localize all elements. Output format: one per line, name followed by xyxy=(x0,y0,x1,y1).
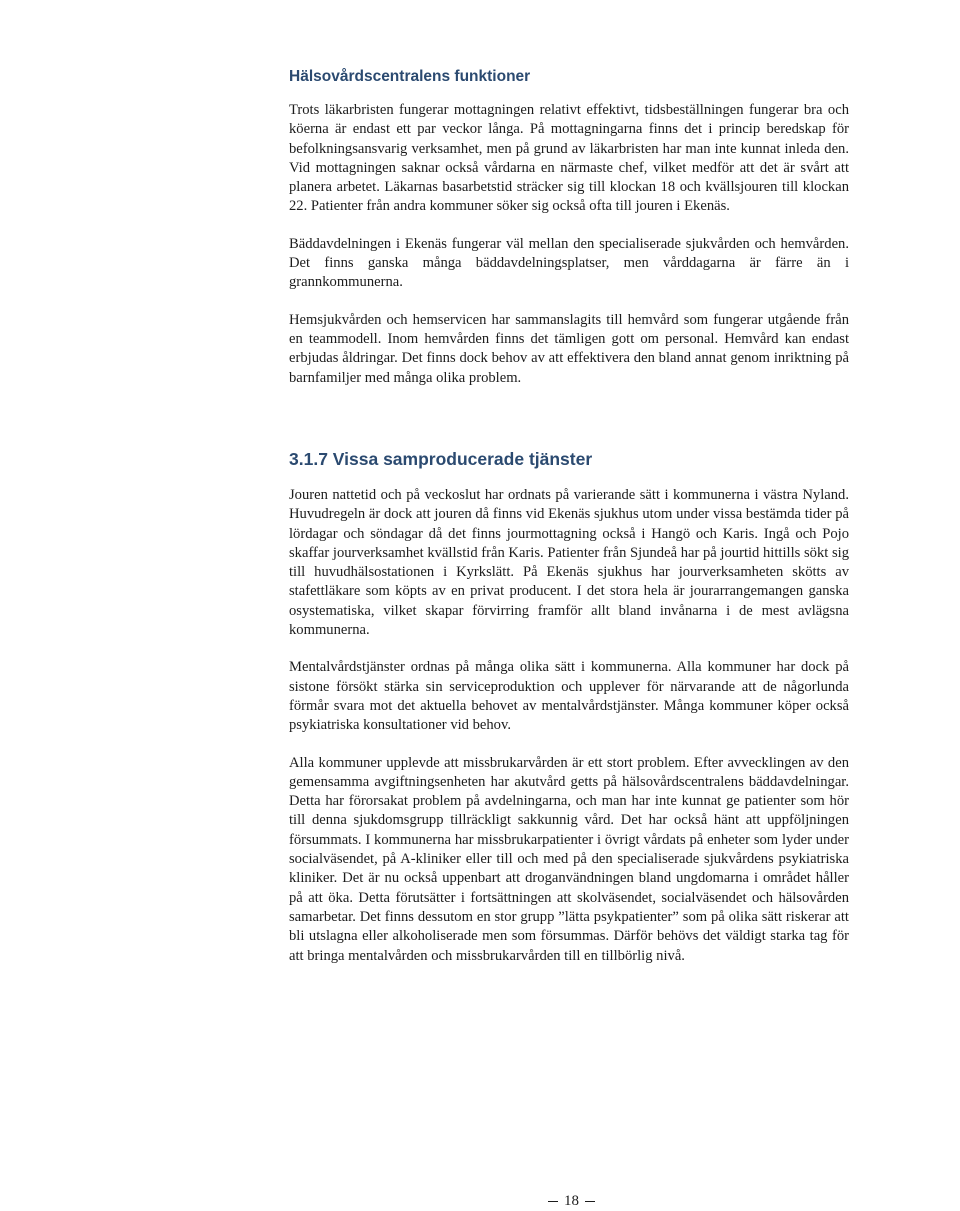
page-number: 18 xyxy=(564,1193,579,1209)
dash-left xyxy=(548,1201,558,1202)
dash-right xyxy=(585,1201,595,1202)
paragraph: Mentalvårdstjänster ordnas på många olika sätt i kommunerna. Alla kommuner har dock på sistone försökt stärka sin serviceproduktion och upplever för närvarande att de någorlunda förmår svara mot det aktuella behovet av mentalvårdstjänster. Många kommuner köper också psykiatriska konsultationer vid behov. xyxy=(289,659,849,734)
paragraph: Jouren nattetid och på veckoslut har ordnats på varierande sätt i kommunerna i västra Nyland. Huvudregeln är dock att jouren då finns vid Ekenäs sjukhus utom under vissa bestämda tider på lördagar och söndagar då det finns jourmottagning också i Hangö och Karis. Ingå och Pojo skaffar jourverksamhet kvällstid från Karis. Patienter från Sjundeå har på jourtid hittills sökt sig till huvudhälsostationen i Kyrkslätt. På Ekenäs sjukhus har jourverksamheten skötts av stafettläkare som köpts av en privat producent. I det stora hela är jourarrangemangen ganska osystematiska, vilket skapar förvirring framför allt bland invånarna i de mest avlägsna kommunerna. xyxy=(289,487,849,639)
paragraph: Hemsjukvården och hemservicen har sammanslagits till hemvård som fungerar utgående från en teammodell. Inom hemvården finns det tämligen gott om personal. Hemvård kan endast erbjudas åldringar. Det finns dock behov av att effektivera den bland annat genom inriktning på barnfamiljer med många olika problem. xyxy=(289,311,849,386)
subsection-body xyxy=(289,486,849,984)
section-heading: Hälsovårdscentralens funktioner xyxy=(289,68,531,85)
paragraph: Bäddavdelningen i Ekenäs fungerar väl mellan den specialiserade sjukvården och hemvården. Det finns ganska många bäddavdelningsplatser, men vårddagarna är färre än i grannkommunerna. xyxy=(289,235,849,291)
paragraph: Trots läkarbristen fungerar mottagningen relativt effektivt, tidsbeställningen fungerar bra och köerna är endast ett par veckor långa. På mottagningarna finns det i princip beredskap för befolkningsansvarig verksamhet, men på grund av läkarbristen har man inte kunnat inleda den. Vid mottagningen saknar också vårdarna en närmaste chef, vilket medför att det är svårt att planera arbetet. Läkarnas basarbetstid sträcker sig till klockan 18 och kvällsjouren till klockan 22. Patienter från andra kommuner söker sig också ofta till jouren i Ekenäs. xyxy=(289,102,849,215)
section-body xyxy=(289,101,849,406)
subsection-heading: 3.1.7 Vissa samproducerade tjänster xyxy=(289,449,593,469)
paragraph: Alla kommuner upplevde att missbrukarvården är ett stort problem. Efter avvecklingen av den gemensamma avgiftningsenheten har akutvård getts på hälsovårdscentralens bäddavdelningar. Detta har förorsakat problem på avdelningarna, och man har inte kunnat ge patienter som hör till denna sjukdomsgrupp tillräckligt sakkunnig vård. Det har också hänt att uppföljningen försummats. I kommunerna har missbrukarpatienter i övrigt vårdats på enheter som lyder under socialväsendet, på A-kliniker eller till och med på den specialiserade sjukvårdens psykiatriska kliniker. Det är nu också uppenbart att droganvändningen bland ungdomarna i området håller på att öka. Detta förutsätter i fortsättningen att skolväsendet, socialväsendet och hälsovården samarbetar. Det finns dessutom en stor grupp ”lätta psykpatienter” som på olika sätt riskerar att bli utslagna eller alkoholiserade men som försummas. Därför behövs det väldigt starka tag för att bringa mentalvården och missbrukarvården till en tillbörlig nivå. xyxy=(289,754,849,964)
page-footer xyxy=(548,1193,595,1210)
